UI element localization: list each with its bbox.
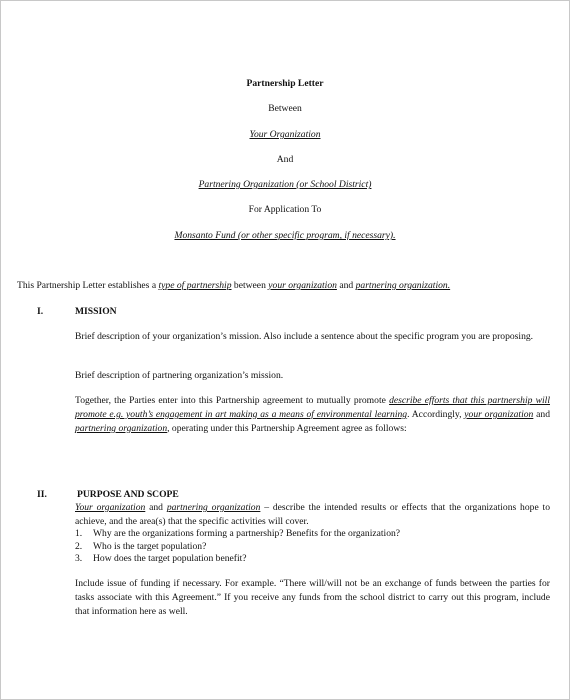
list-item: 2. Who is the target population? [75,540,207,552]
and-label: And [276,154,294,165]
section-1-paragraph-2: Brief description of partnering organization’s mission. [75,370,284,381]
for-application-label: For Application To [248,204,322,215]
program-name: Monsanto Fund (or other specific program, if necessary). [174,230,396,241]
section-2-paragraph-2: Include issue of funding if necessary. For example. “There will/will not be an exchange of funds between the parties for tasks associate with this Agreement.” If you receive any funds from the school district to carry out this program, include that information here as well. [75,578,550,617]
section-2-paragraph-1: Your organization and partnering organization – describe the intended results or effects that the organizations hope to achieve, and the area(s) that the specific activities will cover. [75,502,550,527]
between-label: Between [268,103,302,114]
list-item: 1. Why are the organizations forming a partnership? Benefits for the organization? [75,528,401,539]
purpose-question-list [75,528,550,566]
partner-name: Partnering Organization (or School District) [198,179,372,190]
your-organization-placeholder: your organization [268,280,337,291]
partner-placeholder [0,178,570,192]
section-1-heading: MISSION [75,306,117,317]
section-1-number: I. [37,306,44,317]
your-organization-placeholder: Your organization [75,502,146,513]
partner-organization-placeholder: partnering organization [75,423,168,434]
partnership-efforts-placeholder: describe efforts that this partnership will promote e.g. youth’s engagement in art making as a means of environmental learning [75,395,550,420]
section-2-number: II. [37,489,47,500]
section-1-paragraph-3: Together, the Parties enter into this Partnership agreement to mutually promote describe efforts that this partnership will promote e.g. youth’s engagement in art making as a means of environmental learning. Accordingly, your organization and partnering organization, operating under this Partnership Agreement agree as follows: [75,395,550,434]
your-organization-placeholder: your organization [464,409,534,420]
partner-organization-placeholder: partnering organization [166,502,261,513]
partner-organization-placeholder: partnering organization. [355,280,451,291]
intro-paragraph: This Partnership Letter establishes a type of partnership between your organization and partnering organization. [17,280,451,291]
organization-placeholder [0,128,570,142]
section-1-paragraph-1: Brief description of your organization’s mission. Also include a sentence about the specific program you are proposing. [75,331,534,342]
section-2-heading: PURPOSE AND SCOPE [77,489,179,500]
program-placeholder [0,229,570,243]
document-title: Partnership Letter [246,78,324,89]
organization-name: Your Organization [249,129,321,140]
partnership-type-placeholder: type of partnership [158,280,232,291]
list-item: 3. How does the target population benefit? [75,553,247,564]
